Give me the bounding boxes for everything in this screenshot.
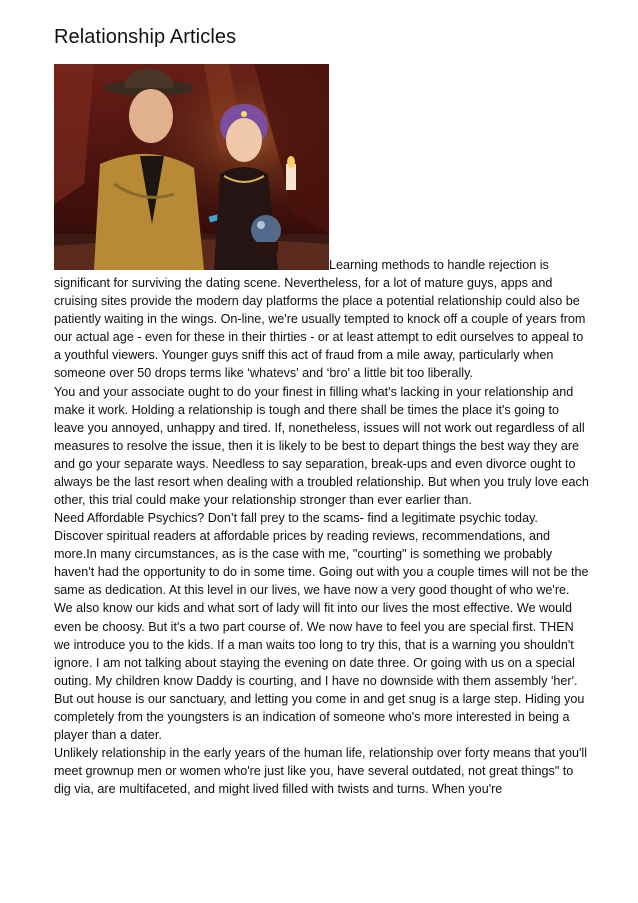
page-title: Relationship Articles (54, 26, 237, 48)
fortune-teller-photo (54, 64, 329, 270)
article-body (54, 64, 590, 798)
paragraph-1: Learning methods to handle rejection is significant for surviving the dating scene. Nevertheless, for a lot of mature guys, apps and cruising sites provide the modern day platforms the place a potential relationship could also be patiently waiting in the wings. On-line, we're usually tempted to knock off a couple of years from our actual age - even for these in their thirties - or at least attempt to edit ourselves to appeal to a youthful viewers. Younger guys sniff this act of fraud from a mile away, particularly when someone over 50 drops terms like ‘whatevs' and ‘bro' a little bit too liberally. (54, 258, 586, 381)
paragraph-2: You and your associate ought to do your finest in filling what's lacking in your relationship and make it work. Holding a relationship is tough and there shall be times the place it's going to leave you annoyed, unhappy and tired. If, nonetheless, issues will not work out regardless of all measures to resolve the issue, then it is likely to be best to depart things the best way they are and go your separate ways. Needless to say separation, break-ups and even divorce ought to always be the last resort when dealing with a troubled relationship. But when you truly love each other, this trial could make your relationship stronger than ever earlier than. (54, 384, 589, 508)
photo-illustration (54, 64, 329, 270)
paragraph-3: Need Affordable Psychics? Don’t fall prey to the scams- find a legitimate psychic today. Discover spiritual readers at affordable prices by reading reviews, recommendations, and more.In many circumstances, as is the case with me, "courting" is something we probably haven't had the opportunity to do in some time. Going out with you a couple times will not be the same as dedication. At this level in our lives, we have now a very good thought of who we're. We also know our kids and what sort of lady will fit into our lives the most effective. We would even be choosy. But it's a two part course of. We now have to feel you are special first. THEN we introduce you to the kids. If a man waits too long to try this, that is a warning you shouldn't ignore. I am not talking about staying the evening on date three. Or going with us on a special outing. My children know Daddy is courting, and I have no downside with them assembly 'her'. But out house is our sanctuary, and letting you come in and get snug is a large step. Hiding you completely from the youngsters is an indication of someone who's more interested in being a player than a dater. (54, 511, 589, 743)
paragraph-4: Unlikely relationship in the early years of the human life, relationship over forty means that you'll meet grownup men or women who're just like you, have several outdated, not great things" to dig via, are multifaceted, and might lived filled with twists and turns. When you're (54, 746, 588, 797)
